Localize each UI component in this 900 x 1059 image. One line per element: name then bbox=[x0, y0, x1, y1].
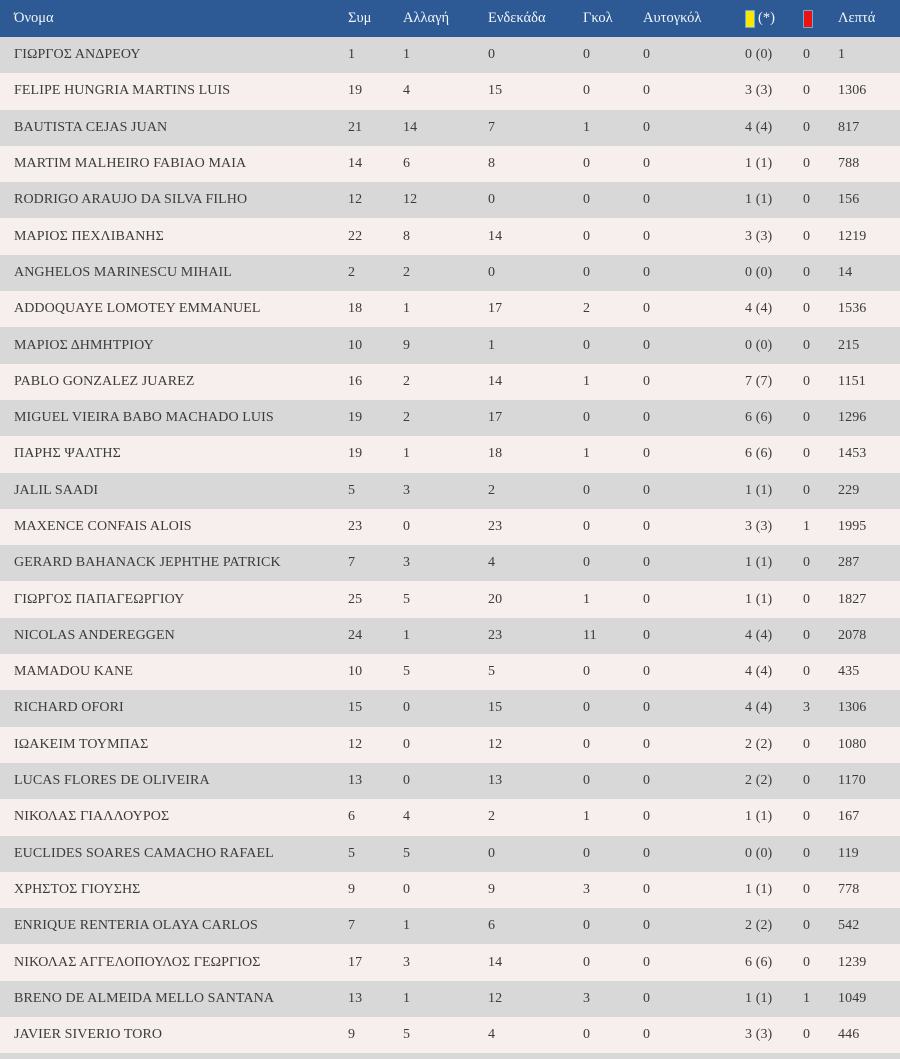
minutes-cell: 156 bbox=[838, 192, 860, 208]
minutes-cell: 1296 bbox=[838, 410, 867, 426]
table-row bbox=[0, 654, 900, 690]
goals-cell: 0 bbox=[583, 519, 591, 534]
player-name-cell: BRENO DE ALMEIDA MELLO SANTANA bbox=[14, 990, 275, 1006]
sub-on-cell: 1 bbox=[403, 990, 411, 1006]
red-cards-cell: 0 bbox=[803, 954, 811, 970]
goals-cell: 0 bbox=[583, 954, 591, 970]
minutes-cell: 1827 bbox=[838, 591, 867, 607]
red-cards-cell: 0 bbox=[803, 627, 811, 643]
yellow-cards-cell: 4 (4) bbox=[745, 700, 773, 716]
yellow-cards-cell: 1 (1) bbox=[745, 881, 773, 897]
starting-xi-cell: 12 bbox=[488, 990, 503, 1006]
yellow-cards-cell: 2 (2) bbox=[745, 773, 773, 789]
own-goals-cell: 0 bbox=[643, 373, 651, 389]
yellow-cards-cell: 4 (4) bbox=[745, 664, 773, 680]
sub-on-cell: 0 bbox=[403, 736, 411, 752]
red-cards-cell: 0 bbox=[803, 918, 811, 934]
yellow-cards-cell: 1 (1) bbox=[745, 809, 773, 825]
own-goals-cell: 0 bbox=[643, 446, 651, 462]
starting-xi-cell: 2 bbox=[488, 482, 496, 498]
starting-xi-cell: 20 bbox=[488, 591, 503, 607]
minutes-cell: 1219 bbox=[838, 228, 867, 244]
yellow-cards-cell: 0 (0) bbox=[745, 845, 773, 861]
yellow-cards-cell: 1 (1) bbox=[745, 990, 773, 1006]
sub-on-cell: 5 bbox=[403, 845, 411, 861]
goals-cell: 0 bbox=[583, 410, 591, 426]
own-goals-cell: 0 bbox=[643, 337, 651, 353]
yellow-cards-cell: 0 (0) bbox=[745, 47, 773, 63]
yellow-cards-cell: 4 (4) bbox=[745, 119, 773, 135]
minutes-cell: 229 bbox=[838, 482, 860, 498]
own-goals-cell: 0 bbox=[643, 591, 651, 607]
starting-xi-cell: 8 bbox=[488, 156, 496, 172]
starting-xi-cell: 6 bbox=[488, 918, 496, 934]
yellow-cards-cell: 2 (2) bbox=[745, 736, 773, 752]
red-cards-cell: 0 bbox=[803, 119, 811, 135]
player-name-cell: ΝΙΚΟΛΑΣ ΑΓΓΕΛΟΠΟΥΛΟΣ ΓΕΩΡΓΙΟΣ bbox=[14, 954, 261, 970]
goals-cell: 0 bbox=[583, 264, 591, 280]
player-name-cell: ΜΑΡΙΟΣ ΠΕΧΛΙΒΑΝΗΣ bbox=[14, 228, 164, 244]
red-cards-cell: 1 bbox=[803, 519, 811, 534]
goals-cell: 0 bbox=[583, 156, 591, 172]
minutes-cell: 1049 bbox=[838, 990, 867, 1006]
starting-xi-cell: 1 bbox=[488, 337, 496, 353]
starting-xi-cell: 2 bbox=[488, 809, 496, 825]
own-goals-cell: 0 bbox=[643, 83, 651, 99]
own-goals-cell: 0 bbox=[643, 301, 651, 317]
own-goals-cell: 0 bbox=[643, 156, 651, 172]
player-name-cell: FELIPE HUNGRIA MARTINS LUIS bbox=[14, 83, 231, 99]
own-goals-cell: 0 bbox=[643, 119, 651, 135]
red-cards-cell: 0 bbox=[803, 47, 811, 63]
appearances-cell: 21 bbox=[348, 119, 363, 135]
goals-cell: 11 bbox=[583, 627, 597, 643]
goals-cell: 1 bbox=[583, 809, 591, 825]
appearances-cell: 10 bbox=[348, 664, 363, 680]
column-header-starting-xi: Ενδεκάδα bbox=[488, 10, 546, 26]
table-row bbox=[0, 291, 900, 327]
table-row bbox=[0, 618, 900, 654]
starting-xi-cell: 4 bbox=[488, 555, 496, 571]
red-cards-cell: 0 bbox=[803, 809, 811, 825]
own-goals-cell: 0 bbox=[643, 555, 651, 571]
appearances-cell: 19 bbox=[348, 410, 363, 426]
goals-cell: 0 bbox=[583, 47, 591, 63]
sub-on-cell: 12 bbox=[403, 192, 418, 208]
red-cards-cell: 0 bbox=[803, 301, 811, 317]
sub-on-cell: 1 bbox=[403, 918, 411, 934]
appearances-cell: 12 bbox=[348, 736, 363, 752]
player-name-cell: ΧΡΗΣΤΟΣ ΓΙΟΥΣΗΣ bbox=[14, 881, 141, 897]
yellow-cards-cell: 4 (4) bbox=[745, 301, 773, 317]
goals-cell: 1 bbox=[583, 446, 591, 462]
player-name-cell: JALIL SAADI bbox=[14, 482, 99, 498]
sub-on-cell: 3 bbox=[403, 482, 411, 498]
yellow-cards-cell: 1 (1) bbox=[745, 482, 773, 498]
red-cards-cell: 0 bbox=[803, 373, 811, 389]
player-name-cell: PABLO GONZALEZ JUAREZ bbox=[14, 373, 195, 389]
player-name-cell: MARTIM MALHEIRO FABIAO MAIA bbox=[14, 156, 247, 172]
own-goals-cell: 0 bbox=[643, 881, 651, 897]
own-goals-cell: 0 bbox=[643, 700, 651, 716]
minutes-cell: 1536 bbox=[838, 301, 867, 317]
own-goals-cell: 0 bbox=[643, 809, 651, 825]
minutes-cell: 817 bbox=[838, 119, 860, 135]
player-name-cell: ΓΙΩΡΓΟΣ ΠΑΠΑΓΕΩΡΓΙΟΥ bbox=[14, 591, 185, 607]
own-goals-cell: 0 bbox=[643, 736, 651, 752]
table-row bbox=[0, 436, 900, 472]
starting-xi-cell: 7 bbox=[488, 119, 496, 135]
player-name-cell: ΙΩΑΚΕΙΜ ΤΟΥΜΠΑΣ bbox=[14, 736, 149, 752]
header-row bbox=[0, 0, 900, 37]
player-name-cell: ΝΙΚΟΛΑΣ ΓΙΑΛΛΟΥΡΟΣ bbox=[14, 809, 170, 825]
own-goals-cell: 0 bbox=[643, 990, 651, 1006]
starting-xi-cell: 17 bbox=[488, 301, 503, 317]
red-cards-cell: 0 bbox=[803, 83, 811, 99]
own-goals-cell: 0 bbox=[643, 410, 651, 426]
starting-xi-cell: 0 bbox=[488, 264, 496, 280]
minutes-cell: 2078 bbox=[838, 627, 867, 643]
own-goals-cell: 0 bbox=[643, 47, 651, 63]
yellow-cards-cell: 1 (1) bbox=[745, 156, 773, 172]
starting-xi-cell: 15 bbox=[488, 700, 503, 716]
goals-cell: 0 bbox=[583, 700, 591, 716]
starting-xi-cell: 4 bbox=[488, 1027, 496, 1043]
table-row bbox=[0, 255, 900, 291]
yellow-cards-cell: 1 (1) bbox=[745, 192, 773, 208]
minutes-cell: 119 bbox=[838, 845, 859, 861]
sub-on-cell: 1 bbox=[403, 47, 411, 63]
sub-on-cell: 1 bbox=[403, 627, 411, 643]
sub-on-cell: 5 bbox=[403, 664, 411, 680]
appearances-cell: 2 bbox=[348, 264, 356, 280]
player-name-cell: MAMADOU KANE bbox=[14, 664, 134, 680]
appearances-cell: 12 bbox=[348, 192, 363, 208]
appearances-cell: 25 bbox=[348, 591, 363, 607]
starting-xi-cell: 13 bbox=[488, 773, 503, 789]
red-cards-cell: 3 bbox=[803, 700, 811, 716]
minutes-cell: 1170 bbox=[838, 773, 866, 789]
table-row bbox=[0, 509, 900, 545]
sub-on-cell: 5 bbox=[403, 591, 411, 607]
column-header-own-goals: Αυτογκόλ bbox=[643, 10, 702, 26]
table-row bbox=[0, 763, 900, 799]
appearances-cell: 10 bbox=[348, 337, 363, 353]
table-row bbox=[0, 690, 900, 726]
column-header-yellow-cards bbox=[737, 0, 795, 37]
column-header-goals: Γκολ bbox=[583, 10, 613, 26]
sub-on-cell: 0 bbox=[403, 881, 411, 897]
sub-on-cell: 5 bbox=[403, 1027, 411, 1043]
player-name-cell: ADDOQUAYE LOMOTEY EMMANUEL bbox=[14, 301, 261, 317]
appearances-cell: 7 bbox=[348, 555, 356, 571]
minutes-cell: 1080 bbox=[838, 736, 867, 752]
red-cards-cell: 0 bbox=[803, 845, 811, 861]
table-row bbox=[0, 799, 900, 835]
player-name-cell: ΠΑΡΗΣ ΨΑΛΤΗΣ bbox=[14, 446, 121, 462]
minutes-cell: 778 bbox=[838, 881, 860, 897]
starting-xi-cell: 23 bbox=[488, 519, 503, 534]
minutes-cell: 542 bbox=[838, 918, 860, 934]
player-name-cell: GERARD BAHANACK JEPHTHE PATRICK bbox=[14, 555, 281, 571]
red-cards-cell: 0 bbox=[803, 156, 811, 172]
appearances-cell: 1 bbox=[348, 47, 356, 63]
starting-xi-cell: 15 bbox=[488, 83, 503, 99]
sub-on-cell: 4 bbox=[403, 809, 411, 825]
player-name-cell: NICOLAS ANDEREGGEN bbox=[14, 627, 175, 643]
sub-on-cell: 6 bbox=[403, 156, 411, 172]
player-name-cell: ΜΑΡΙΟΣ ΔΗΜΗΤΡΙΟΥ bbox=[14, 337, 154, 353]
own-goals-cell: 0 bbox=[643, 918, 651, 934]
sub-on-cell: 1 bbox=[403, 446, 411, 462]
minutes-cell: 1306 bbox=[838, 83, 867, 99]
sub-on-cell: 1 bbox=[403, 301, 411, 317]
player-name-cell: EUCLIDES SOARES CAMACHO RAFAEL bbox=[14, 845, 274, 861]
goals-cell: 0 bbox=[583, 1027, 591, 1043]
minutes-cell: 215 bbox=[838, 337, 860, 353]
appearances-cell: 18 bbox=[348, 301, 363, 317]
table-row bbox=[0, 146, 900, 182]
appearances-cell: 9 bbox=[348, 881, 356, 897]
table-row bbox=[0, 400, 900, 436]
appearances-cell: 14 bbox=[348, 156, 363, 172]
player-name-cell: LUCAS FLORES DE OLIVEIRA bbox=[14, 773, 210, 789]
starting-xi-cell: 12 bbox=[488, 736, 503, 752]
minutes-cell: 287 bbox=[838, 555, 860, 571]
column-header-name: Όνομα bbox=[14, 10, 54, 26]
starting-xi-cell: 14 bbox=[488, 373, 503, 389]
table-row bbox=[0, 981, 900, 1017]
yellow-cards-cell: 6 (6) bbox=[745, 410, 773, 426]
table-row bbox=[0, 581, 900, 617]
red-cards-cell: 0 bbox=[803, 228, 811, 244]
appearances-cell: 5 bbox=[348, 845, 356, 861]
goals-cell: 0 bbox=[583, 192, 591, 208]
starting-xi-cell: 23 bbox=[488, 627, 503, 643]
table-row bbox=[0, 73, 900, 109]
yellow-cards-cell: 3 (3) bbox=[745, 228, 773, 244]
yellow-cards-cell: 1 (1) bbox=[745, 555, 773, 571]
column-header-minutes: Λεπτά bbox=[838, 10, 876, 26]
starting-xi-cell: 18 bbox=[488, 446, 503, 462]
table-row bbox=[0, 182, 900, 218]
starting-xi-cell: 14 bbox=[488, 954, 503, 970]
player-name-cell: MAXENCE CONFAIS ALOIS bbox=[14, 519, 192, 534]
sub-on-cell: 2 bbox=[403, 264, 411, 280]
red-cards-cell: 0 bbox=[803, 1027, 811, 1043]
yellow-cards-cell: 0 (0) bbox=[745, 264, 773, 280]
sub-on-cell: 2 bbox=[403, 410, 411, 426]
appearances-cell: 19 bbox=[348, 446, 363, 462]
table-row bbox=[0, 836, 900, 872]
starting-xi-cell: 17 bbox=[488, 410, 503, 426]
goals-cell: 3 bbox=[583, 990, 591, 1006]
own-goals-cell: 0 bbox=[643, 482, 651, 498]
goals-cell: 0 bbox=[583, 664, 591, 680]
table-row bbox=[0, 473, 900, 509]
appearances-cell: 13 bbox=[348, 990, 363, 1006]
own-goals-cell: 0 bbox=[643, 519, 651, 534]
minutes-cell: 788 bbox=[838, 156, 860, 172]
appearances-cell: 24 bbox=[348, 627, 363, 643]
own-goals-cell: 0 bbox=[643, 1027, 651, 1043]
starting-xi-cell: 0 bbox=[488, 47, 496, 63]
table-row bbox=[0, 727, 900, 763]
starting-xi-cell: 0 bbox=[488, 845, 496, 861]
minutes-cell: 1995 bbox=[838, 519, 867, 534]
goals-cell: 1 bbox=[583, 373, 591, 389]
red-cards-cell: 0 bbox=[803, 664, 811, 680]
table-row bbox=[0, 110, 900, 146]
starting-xi-cell: 9 bbox=[488, 881, 496, 897]
column-header-sub-on: Αλλαγή bbox=[403, 10, 450, 26]
player-name-cell: ANGHELOS MARINESCU MIHAIL bbox=[14, 264, 232, 280]
table-row bbox=[0, 37, 900, 73]
yellow-cards-cell: 4 (4) bbox=[745, 627, 773, 643]
goals-cell: 0 bbox=[583, 773, 591, 789]
table-row bbox=[0, 327, 900, 363]
yellow-cards-cell: 7 (7) bbox=[745, 373, 773, 389]
goals-cell: 0 bbox=[583, 845, 591, 861]
goals-cell: 1 bbox=[583, 119, 591, 135]
own-goals-cell: 0 bbox=[643, 664, 651, 680]
minutes-cell: 446 bbox=[838, 1027, 860, 1043]
appearances-cell: 9 bbox=[348, 1027, 356, 1043]
player-name-cell: RODRIGO ARAUJO DA SILVA FILHO bbox=[14, 192, 248, 208]
goals-cell: 0 bbox=[583, 337, 591, 353]
yellow-cards-cell: 1 (1) bbox=[745, 591, 773, 607]
appearances-cell: 6 bbox=[348, 809, 356, 825]
sub-on-cell: 9 bbox=[403, 337, 411, 353]
player-name-cell: ΓΙΩΡΓΟΣ ΑΝΔΡΕΟΥ bbox=[14, 47, 141, 63]
sub-on-cell: 4 bbox=[403, 83, 411, 99]
minutes-cell: 1453 bbox=[838, 446, 867, 462]
own-goals-cell: 0 bbox=[643, 954, 651, 970]
appearances-cell: 15 bbox=[348, 700, 363, 716]
red-cards-cell: 0 bbox=[803, 410, 811, 426]
minutes-cell: 167 bbox=[838, 809, 860, 825]
goals-cell: 0 bbox=[583, 228, 591, 244]
player-name-cell: JAVIER SIVERIO TORO bbox=[14, 1027, 163, 1043]
table-header bbox=[0, 0, 900, 37]
yellow-cards-cell: 6 (6) bbox=[745, 954, 773, 970]
goals-cell: 3 bbox=[583, 881, 591, 897]
table-row bbox=[0, 218, 900, 254]
sub-on-cell: 8 bbox=[403, 228, 411, 244]
red-cards-cell: 0 bbox=[803, 736, 811, 752]
minutes-cell: 1151 bbox=[838, 373, 866, 389]
table-row bbox=[0, 944, 900, 980]
table-row bbox=[0, 1017, 900, 1053]
red-cards-cell: 0 bbox=[803, 337, 811, 353]
red-cards-cell: 0 bbox=[803, 881, 811, 897]
player-name-cell: BAUTISTA CEJAS JUAN bbox=[14, 119, 168, 135]
goals-cell: 2 bbox=[583, 301, 591, 317]
sub-on-cell: 14 bbox=[403, 119, 418, 135]
yellow-cards-cell: 3 (3) bbox=[745, 519, 773, 534]
appearances-cell: 7 bbox=[348, 918, 356, 934]
table-row bbox=[0, 908, 900, 944]
yellow-cards-cell: 3 (3) bbox=[745, 83, 773, 99]
sub-on-cell: 3 bbox=[403, 954, 411, 970]
goals-cell: 0 bbox=[583, 482, 591, 498]
goals-cell: 1 bbox=[583, 591, 591, 607]
appearances-cell: 17 bbox=[348, 954, 363, 970]
own-goals-cell: 0 bbox=[643, 228, 651, 244]
minutes-cell: 1306 bbox=[838, 700, 867, 716]
appearances-cell: 13 bbox=[348, 773, 363, 789]
goals-cell: 0 bbox=[583, 918, 591, 934]
sub-on-cell: 2 bbox=[403, 373, 411, 389]
player-name-cell: MIGUEL VIEIRA BABO MACHADO LUIS bbox=[14, 410, 274, 426]
table-row bbox=[0, 872, 900, 908]
sub-on-cell: 0 bbox=[403, 700, 411, 716]
appearances-cell: 23 bbox=[348, 519, 363, 534]
sub-on-cell: 3 bbox=[403, 555, 411, 571]
red-cards-cell: 0 bbox=[803, 482, 811, 498]
column-header-red-cards bbox=[795, 0, 830, 37]
yellow-cards-cell: 2 (2) bbox=[745, 918, 773, 934]
own-goals-cell: 0 bbox=[643, 192, 651, 208]
starting-xi-cell: 5 bbox=[488, 664, 496, 680]
minutes-cell: 435 bbox=[838, 664, 860, 680]
yellow-cards-cell: 0 (0) bbox=[745, 337, 773, 353]
table-body bbox=[0, 37, 900, 1053]
table-row bbox=[0, 364, 900, 400]
yellow-cards-label: (*) bbox=[758, 10, 775, 26]
red-cards-cell: 1 bbox=[803, 990, 811, 1006]
own-goals-cell: 0 bbox=[643, 627, 651, 643]
red-cards-cell: 0 bbox=[803, 555, 811, 571]
minutes-cell: 1 bbox=[838, 47, 846, 63]
goals-cell: 0 bbox=[583, 555, 591, 571]
player-name-cell: ENRIQUE RENTERIA OLAYA CARLOS bbox=[14, 918, 258, 934]
player-name-cell: RICHARD OFORI bbox=[14, 700, 124, 716]
column-header-appearances: Συμ bbox=[348, 10, 372, 26]
red-cards-cell: 0 bbox=[803, 264, 811, 280]
red-cards-cell: 0 bbox=[803, 446, 811, 462]
red-cards-cell: 0 bbox=[803, 773, 811, 789]
own-goals-cell: 0 bbox=[643, 264, 651, 280]
goals-cell: 0 bbox=[583, 83, 591, 99]
appearances-cell: 22 bbox=[348, 228, 363, 244]
red-card-icon bbox=[803, 10, 813, 28]
red-cards-cell: 0 bbox=[803, 591, 811, 607]
appearances-cell: 16 bbox=[348, 373, 363, 389]
red-cards-cell: 0 bbox=[803, 192, 811, 208]
starting-xi-cell: 0 bbox=[488, 192, 496, 208]
minutes-cell: 14 bbox=[838, 264, 853, 280]
sub-on-cell: 0 bbox=[403, 519, 411, 534]
own-goals-cell: 0 bbox=[643, 773, 651, 789]
sub-on-cell: 0 bbox=[403, 773, 411, 789]
goals-cell: 0 bbox=[583, 736, 591, 752]
yellow-card-icon bbox=[745, 10, 755, 28]
appearances-cell: 5 bbox=[348, 482, 356, 498]
yellow-cards-cell: 3 (3) bbox=[745, 1027, 773, 1043]
yellow-cards-cell: 6 (6) bbox=[745, 446, 773, 462]
minutes-cell: 1239 bbox=[838, 954, 867, 970]
own-goals-cell: 0 bbox=[643, 845, 651, 861]
starting-xi-cell: 14 bbox=[488, 228, 503, 244]
appearances-cell: 19 bbox=[348, 83, 363, 99]
table-row bbox=[0, 545, 900, 581]
